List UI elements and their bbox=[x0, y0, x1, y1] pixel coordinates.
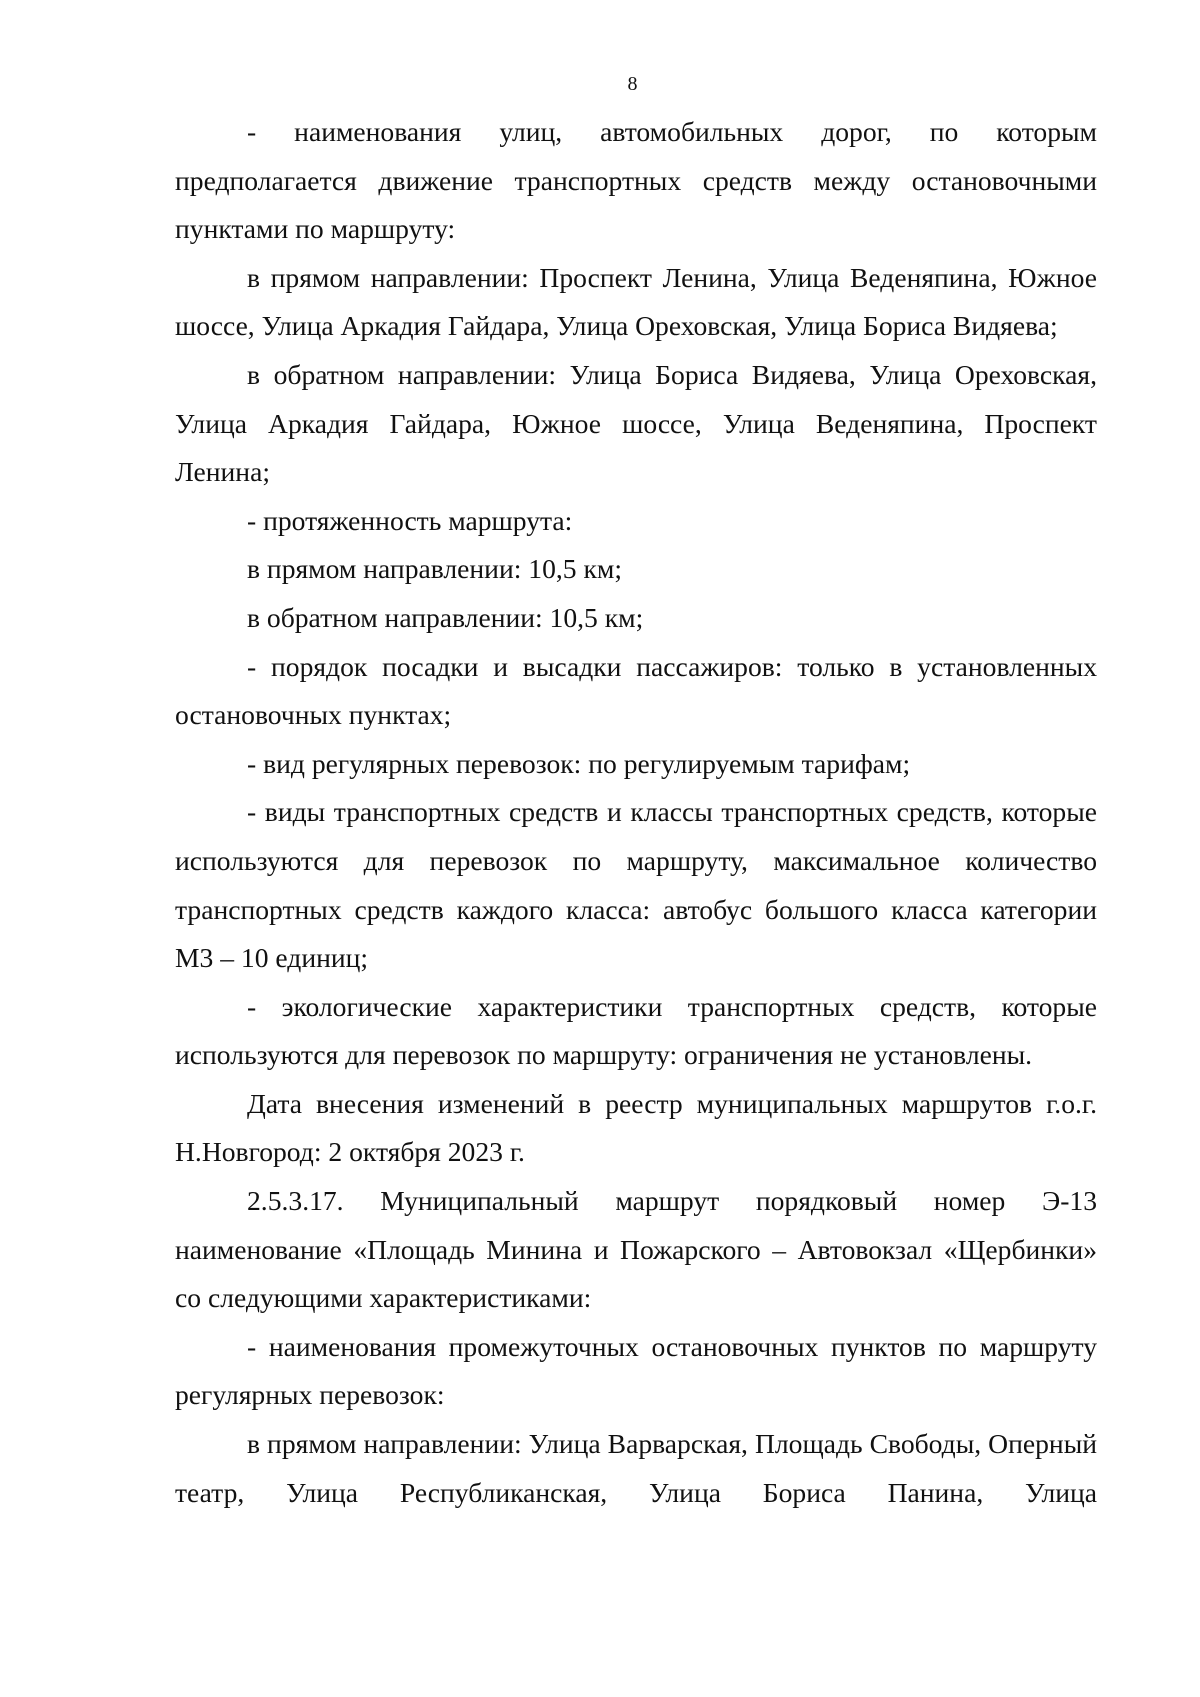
paragraph-reverse-streets: в обратном направлении: Улица Бориса Видяева, Улица Ореховская, Улица Аркадия Гайдара, Южное шоссе, Улица Веденяпина, Проспект Ленина; bbox=[175, 358, 1097, 488]
paragraph-vehicle-classes: - виды транспортных средств и классы транспортных средств, которые используются для перевозок по маршруту, максимальное количество транспортных средств каждого класса: автобус большого класса категории М3 – 10 единиц; bbox=[175, 796, 1097, 974]
paragraph-transport-type: - вид регулярных перевозок: по регулируемым тарифам; bbox=[247, 747, 911, 779]
paragraph-forward-stops: в прямом направлении: Улица Варварская, Площадь Свободы, Оперный театр, Улица Республиканская, Улица Бориса Панина, Улица bbox=[175, 1428, 1097, 1508]
paragraph-registry-change-date: Дата внесения изменений в реестр муниципальных маршрутов г.о.г. Н.Новгород: 2 октября 2023 г. bbox=[175, 1087, 1097, 1168]
paragraph-forward-length: в прямом направлении: 10,5 км; bbox=[247, 553, 623, 585]
paragraph-route-length-header: - протяженность маршрута: bbox=[247, 504, 573, 536]
paragraph-route-e13-title: 2.5.3.17. Муниципальный маршрут порядковый номер Э-13 наименование «Площадь Минина и Пожарского – Автовокзал «Щербинки» со следующими характеристиками: bbox=[175, 1185, 1097, 1314]
paragraph-ecological-characteristics: - экологические характеристики транспортных средств, которые используются для перевозок по маршруту: ограничения не установлены. bbox=[175, 990, 1097, 1071]
paragraph-reverse-length: в обратном направлении: 10,5 км; bbox=[247, 601, 644, 633]
page-number: 8 bbox=[627, 73, 638, 95]
document-body bbox=[175, 108, 1097, 1517]
paragraph-forward-streets: в прямом направлении: Проспект Ленина, Улица Веденяпина, Южное шоссе, Улица Аркадия Гайдара, Улица Ореховская, Улица Бориса Видяева; bbox=[175, 261, 1097, 342]
paragraph-intermediate-stops-header: - наименования промежуточных остановочных пунктов по маршруту регулярных перевозок: bbox=[175, 1330, 1097, 1411]
paragraph-boarding-order: - порядок посадки и высадки пассажиров: только в установленных остановочных пунктах; bbox=[175, 650, 1097, 731]
paragraph-street-names-header: - наименования улиц, автомобильных дорог, по которым предполагается движение транспортных средств между остановочными пунктами по маршруту: bbox=[175, 116, 1097, 245]
